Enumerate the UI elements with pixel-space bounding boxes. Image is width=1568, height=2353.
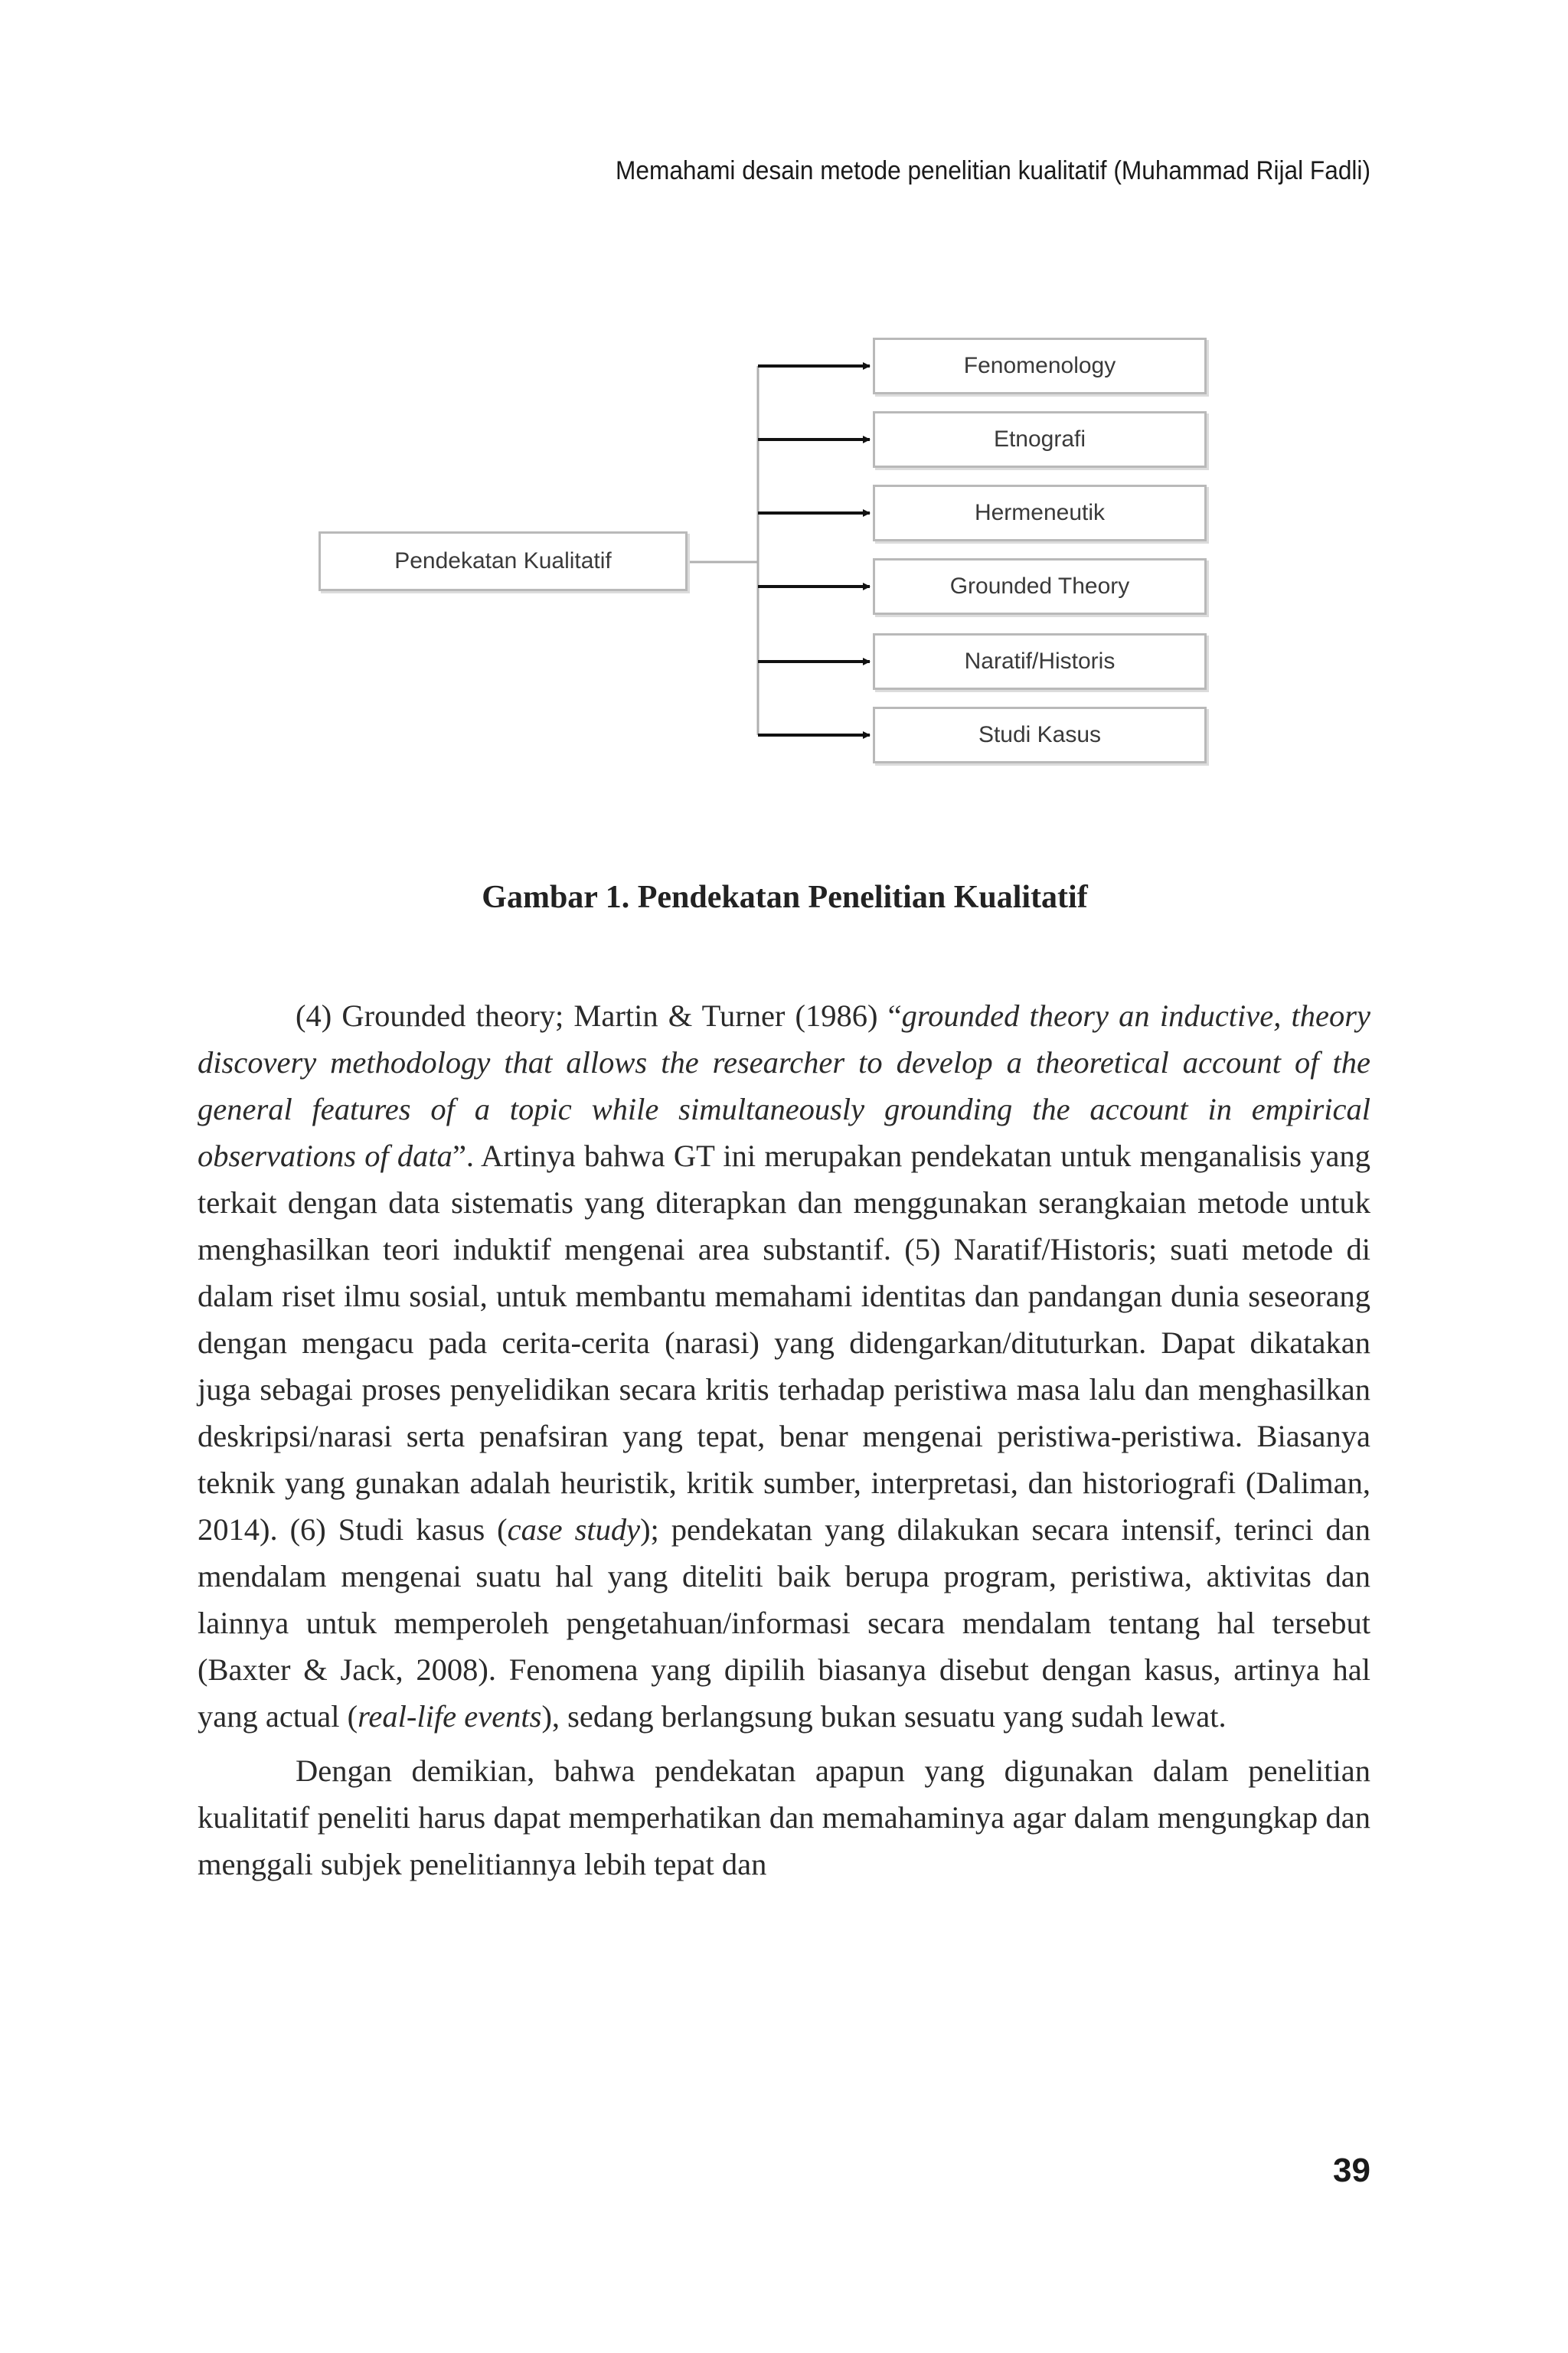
target-box-hermeneutik: Hermeneutik: [873, 485, 1207, 541]
p1-end: ), sedang berlangsung bukan sesuatu yang sudah lewat.: [541, 1699, 1227, 1734]
p1-real-life: real-life events: [358, 1699, 542, 1734]
target-box-fenomenology: Fenomenology: [873, 338, 1207, 394]
page-number: 39: [1333, 2152, 1370, 2189]
target-box-studi-kasus: Studi Kasus: [873, 707, 1207, 763]
p1-after-quote: ”. Artinya bahwa GT ini merupakan pendekatan untuk menganalisis yang terkait dengan data sistematis yang diterapkan dan menggunakan serangkaian metode untuk menghasilkan teori induktif mengenai area substantif. (5) Naratif/Historis; suati metode di dalam riset ilmu sosial, untuk membantu memahami identitas dan pandangan dunia seseorang dengan mengacu pada cerita-cerita (narasi) yang didengarkan/dituturkan. Dapat dikatakan juga sebagai proses penyelidikan secara kritis terhadap peristiwa masa lalu dan menghasilkan deskripsi/narasi serta penafsiran yang tepat, benar mengenai peristiwa-peristiwa. Biasanya teknik yang gunakan adalah heuristik, kritik sumber, interpretasi, dan historiografi (Daliman, 2014). (6) Studi kasus (: [198, 1139, 1370, 1547]
paragraph-2: Dengan demikian, bahwa pendekatan apapun yang digunakan dalam penelitian kualitatif peneliti harus dapat memperhatikan dan memahaminya agar dalam mengungkap dan menggali subjek penelitiannya lebih tepat dan: [198, 1753, 1370, 1881]
p1-mid: ); pendekatan yang dilakukan secara intensif, terinci dan mendalam mengenai suatu hal yang diteliti baik berupa program, peristiwa, aktivitas dan lainnya untuk memperoleh pengetahuan/informasi secara mendalam tentang hal tersebut (Baxter & Jack, 2008). Fenomena yang dipilih biasanya disebut dengan kasus, artinya hal yang actual (: [198, 1512, 1370, 1734]
figure-caption: Gambar 1. Pendekatan Penelitian Kualitatif: [482, 880, 1088, 915]
body-text: [198, 992, 1370, 1887]
running-header: Memahami desain metode penelitian kualitatif (Muhammad Rijal Fadli): [616, 156, 1370, 185]
p1-case-study: case study: [507, 1512, 641, 1547]
p1-lead: (4) Grounded theory; Martin & Turner (1986) “: [296, 998, 902, 1033]
p1-quote: grounded theory an inductive, theory discovery methodology that allows the researcher to develop a theoretical account of the general features of a topic while simultaneously grounding the account in empirical observations of data: [198, 998, 1370, 1173]
paragraph-1: [198, 992, 1370, 1740]
target-box-naratif-historis: Naratif/Historis: [873, 633, 1207, 690]
approach-diagram: [0, 0, 1568, 842]
diagram-connectors: [0, 0, 1568, 842]
target-box-etnografi: Etnografi: [873, 411, 1207, 468]
source-box-pendekatan-kualitatif: Pendekatan Kualitatif: [318, 531, 688, 591]
target-box-grounded-theory: Grounded Theory: [873, 558, 1207, 615]
